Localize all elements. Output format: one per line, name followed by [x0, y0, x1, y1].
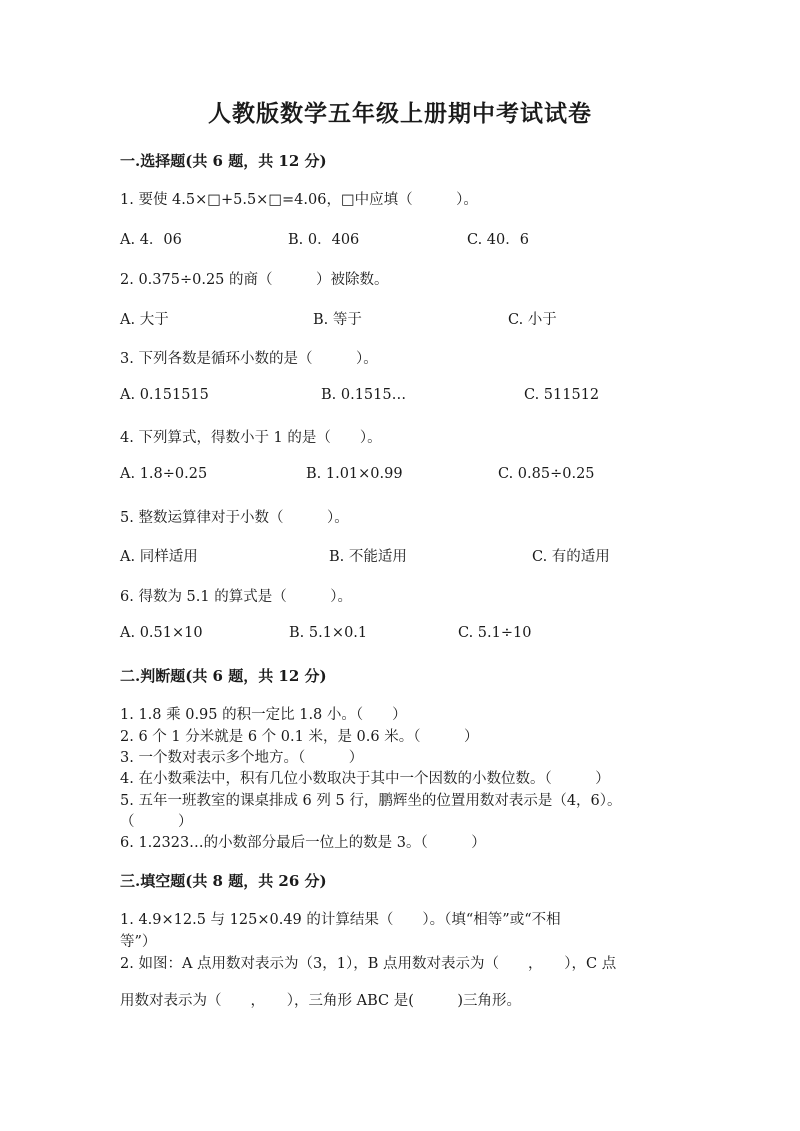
question-5-option-c: C. 有的适用 [532, 549, 610, 565]
fill-line: 用数对表示为（ ， ），三角形 ABC 是( )三角形。 [120, 993, 522, 1009]
page-title: 人教版数学五年级上册期中考试试卷 [208, 100, 592, 127]
section-heading-fill: 三.填空题(共 8 题，共 26 分) [120, 872, 327, 890]
question-5-option-a: A. 同样适用 [120, 549, 198, 565]
question-4-option-b: B. 1.01×0.99 [306, 466, 403, 482]
question-2-option-a: A. 大于 [120, 312, 169, 328]
question-2-option-b: B. 等于 [313, 312, 362, 328]
question-3-option-c: C. 511512 [524, 387, 600, 403]
fill-line: 1. 4.9×12.5 与 125×0.49 的计算结果（ ）。（填“相等”或“不相 [120, 912, 561, 928]
question-3-option-b: B. 0.1515… [321, 387, 407, 403]
question-3-option-a: A. 0.151515 [120, 387, 209, 403]
question-5: 5. 整数运算律对于小数（ ）。 [120, 510, 349, 526]
question-2: 2. 0.375÷0.25 的商（ ）被除数。 [120, 272, 389, 288]
section-heading-choice: 一.选择题(共 6 题，共 12 分) [120, 152, 327, 170]
fill-line: 等”） [120, 934, 157, 950]
question-6-option-b: B. 5.1×0.1 [289, 625, 368, 641]
question-4-option-c: C. 0.85÷0.25 [498, 466, 595, 482]
section-heading-judgement: 二.判断题(共 6 题，共 12 分) [120, 667, 327, 685]
question-1-option-c: C. 40．6 [467, 232, 529, 248]
question-5-option-b: B. 不能适用 [329, 549, 407, 565]
question-2-option-c: C. 小于 [508, 312, 557, 328]
question-4-option-a: A. 1.8÷0.25 [120, 466, 208, 482]
question-1: 1. 要使 4.5×□+5.5×□=4.06，□中应填（ ）。 [120, 192, 478, 208]
question-6: 6. 得数为 5.1 的算式是（ ）。 [120, 589, 352, 605]
question-6-option-a: A. 0.51×10 [120, 625, 203, 641]
fill-line: 2. 如图：A 点用数对表示为（3，1），B 点用数对表示为（ ， ），C 点 [120, 956, 617, 972]
judgement-line: 3. 一个数对表示多个地方。（ ） [120, 750, 364, 766]
judgement-line: 2. 6 个 1 分米就是 6 个 0.1 米，是 0.6 米。（ ） [120, 729, 479, 745]
question-1-option-b: B. 0．406 [288, 232, 360, 248]
judgement-line: 1. 1.8 乘 0.95 的积一定比 1.8 小。（ ） [120, 707, 407, 723]
question-1-option-a: A. 4．06 [120, 232, 182, 248]
judgement-line: （ ） [120, 814, 193, 830]
judgement-line: 6. 1.2323…的小数部分最后一位上的数是 3。（ ） [120, 835, 486, 851]
question-3: 3. 下列各数是循环小数的是（ ）。 [120, 351, 378, 367]
question-4: 4. 下列算式，得数小于 1 的是（ ）。 [120, 430, 382, 446]
question-6-option-c: C. 5.1÷10 [458, 625, 532, 641]
judgement-line: 4. 在小数乘法中，积有几位小数取决于其中一个因数的小数位数。（ ） [120, 771, 610, 787]
judgement-line: 5. 五年一班教室的课桌排成 6 列 5 行，鹏辉坐的位置用数对表示是（4，6）。 [120, 793, 622, 809]
